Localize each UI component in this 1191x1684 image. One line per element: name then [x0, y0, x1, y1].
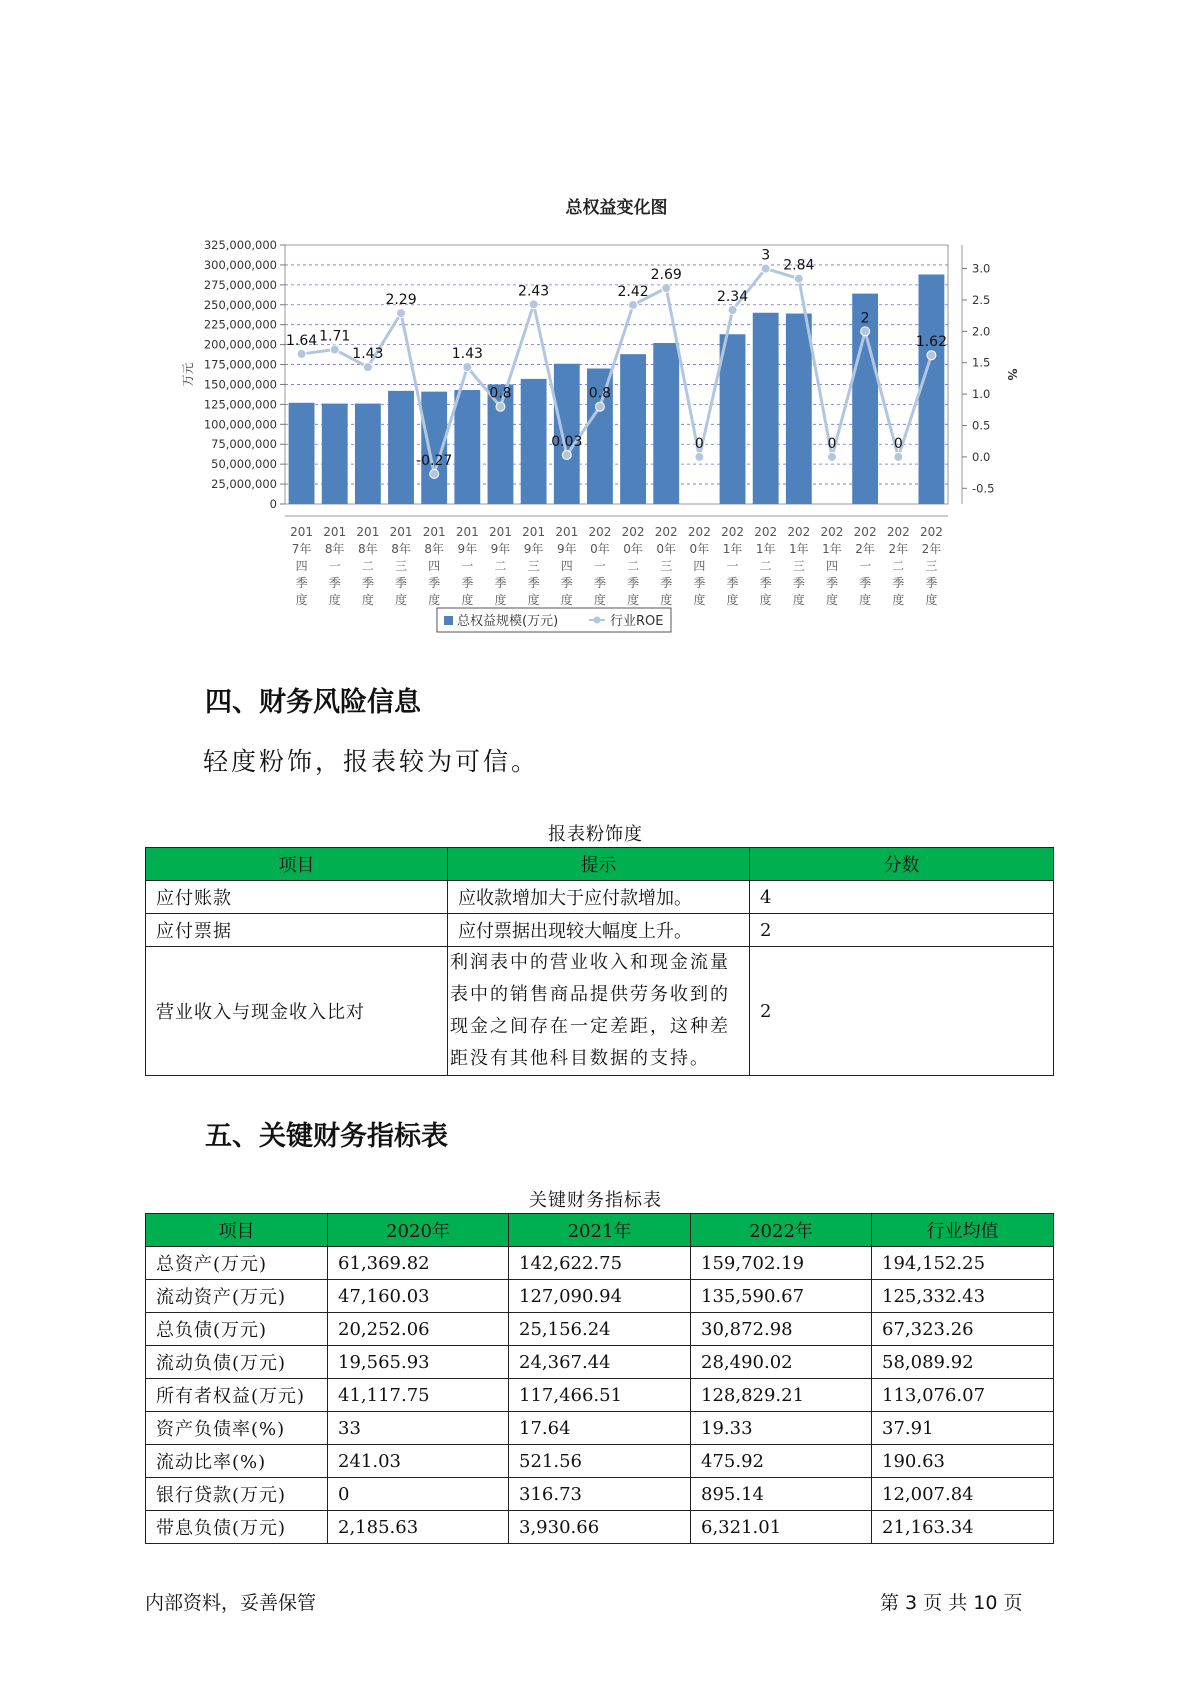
- table-row: [146, 1346, 1054, 1379]
- x-tick-label: 202 1年二季度: [754, 525, 778, 607]
- roe-point: [629, 300, 638, 309]
- item-cell: 流动比率(%): [146, 1445, 328, 1478]
- roe-data-label: 2.84: [783, 257, 815, 274]
- table-row: [146, 1478, 1054, 1511]
- value-cell: 190.63: [872, 1445, 1054, 1478]
- y2-tick-label: 0.0: [972, 449, 991, 464]
- value-cell: 159,702.19: [691, 1247, 872, 1280]
- item-cell: 总负债(万元): [146, 1313, 328, 1346]
- bar: [388, 391, 414, 504]
- y-tick-label: 200,000,000: [203, 337, 277, 352]
- roe-point: [595, 402, 604, 411]
- roe-data-label: 3: [761, 247, 771, 264]
- roe-point: [562, 451, 571, 460]
- roe-point: [463, 363, 472, 372]
- x-tick-label: 202 0年二季度: [621, 525, 645, 607]
- risk-summary: 轻度粉饰，报表较为可信。: [203, 747, 540, 776]
- legend-bar-label: 总权益规模(万元): [457, 614, 559, 629]
- header-cell: 分数: [750, 848, 1054, 881]
- item-cell: 资产负债率(%): [146, 1412, 328, 1445]
- item-cell: 应付账款: [146, 881, 448, 914]
- roe-data-label: 2.42: [617, 283, 649, 300]
- bar: [521, 379, 547, 504]
- x-tick-label: 202 2年一季度: [853, 525, 877, 607]
- value-cell: 128,829.21: [691, 1379, 872, 1412]
- item-cell: 所有者权益(万元): [146, 1379, 328, 1412]
- item-cell: 营业收入与现金收入比对: [146, 947, 448, 1076]
- bar: [753, 313, 779, 504]
- x-tick-label: 201 9年四季度: [555, 525, 579, 607]
- section4-heading: 四、财务风险信息: [205, 687, 421, 718]
- header-cell: 项目: [146, 1214, 328, 1247]
- y-tick-label: 300,000,000: [203, 257, 277, 272]
- roe-point: [794, 274, 803, 283]
- x-tick-label: 202 0年三季度: [654, 525, 678, 607]
- x-tick-label: 202 0年一季度: [588, 525, 612, 607]
- roe-point: [827, 452, 836, 461]
- legend-line-marker: [594, 617, 601, 624]
- y-axis-title: 万元: [181, 362, 195, 387]
- header-cell: 2020年: [328, 1214, 509, 1247]
- roe-data-label: 0.03: [551, 434, 583, 451]
- roe-point: [761, 264, 770, 273]
- value-cell: 475.92: [691, 1445, 872, 1478]
- table-header-row: [146, 1214, 1054, 1247]
- y-tick-label: 50,000,000: [211, 457, 277, 472]
- value-cell: 241.03: [328, 1445, 509, 1478]
- item-cell: 流动资产(万元): [146, 1280, 328, 1313]
- header-cell: 2021年: [509, 1214, 691, 1247]
- roe-point: [363, 363, 372, 372]
- y2-tick-label: 1.0: [972, 387, 991, 402]
- roe-data-label: 0.8: [588, 385, 612, 402]
- roe-data-label: 0: [827, 435, 837, 452]
- roe-data-label: 0.8: [489, 385, 512, 402]
- value-cell: 135,590.67: [691, 1280, 872, 1313]
- footer-page-number: 第 3 页 共 10 页: [880, 1592, 1023, 1614]
- bar: [918, 274, 944, 504]
- risk-table: [145, 847, 1054, 1076]
- score-cell: 2: [750, 947, 1054, 1076]
- y-tick-label: 100,000,000: [203, 417, 277, 432]
- value-cell: 28,490.02: [691, 1346, 872, 1379]
- roe-point: [297, 349, 306, 358]
- roe-point: [927, 351, 936, 360]
- y2-tick-label: 3.0: [972, 261, 991, 276]
- value-cell: 6,321.01: [691, 1511, 872, 1544]
- bar: [620, 354, 646, 504]
- value-cell: 142,622.75: [509, 1247, 691, 1280]
- value-cell: 20,252.06: [328, 1313, 509, 1346]
- y2-tick-label: 2.5: [972, 292, 991, 307]
- roe-point: [728, 305, 737, 314]
- bar: [653, 343, 679, 504]
- bar: [720, 334, 746, 504]
- roe-point: [397, 309, 406, 318]
- y-tick-label: 275,000,000: [203, 277, 277, 292]
- bar: [454, 390, 480, 504]
- table-row: [146, 947, 1054, 1076]
- roe-data-label: 1.43: [451, 346, 483, 363]
- risk-table-caption: 报表粉饰度: [548, 824, 643, 845]
- item-cell: 流动负债(万元): [146, 1346, 328, 1379]
- value-cell: 24,367.44: [509, 1346, 691, 1379]
- value-cell: 0: [328, 1478, 509, 1511]
- value-cell: 127,090.94: [509, 1280, 691, 1313]
- x-tick-label: 201 7年四季度: [290, 525, 314, 607]
- value-cell: 3,930.66: [509, 1511, 691, 1544]
- roe-point: [662, 284, 671, 293]
- x-tick-label: 201 8年三季度: [389, 525, 413, 607]
- header-cell: 行业均值: [872, 1214, 1054, 1247]
- value-cell: 895.14: [691, 1478, 872, 1511]
- item-cell: 总资产(万元): [146, 1247, 328, 1280]
- hint-cell: 利润表中的营业收入和现金流量表中的销售商品提供劳务收到的现金之间存在一定差距，这种差距没有其他科目数据的支持。: [448, 947, 750, 1076]
- value-cell: 316.73: [509, 1478, 691, 1511]
- chart-title: 总权益变化图: [565, 198, 668, 218]
- x-tick-label: 201 8年四季度: [422, 525, 446, 607]
- x-tick-label: 202 1年三季度: [787, 525, 811, 607]
- roe-point: [330, 345, 339, 354]
- value-cell: 37.91: [872, 1412, 1054, 1445]
- x-tick-label: 201 8年二季度: [356, 525, 380, 607]
- x-tick-label: 202 1年一季度: [721, 525, 744, 607]
- roe-point: [695, 452, 704, 461]
- roe-data-label: 0: [893, 435, 903, 452]
- value-cell: 41,117.75: [328, 1379, 509, 1412]
- roe-data-label: -0.27: [416, 452, 453, 469]
- roe-point: [861, 327, 870, 336]
- x-tick-label: 201 9年二季度: [489, 525, 512, 607]
- value-cell: 113,076.07: [872, 1379, 1054, 1412]
- roe-data-label: 1.43: [352, 346, 384, 363]
- header-cell: 提示: [448, 848, 750, 881]
- x-tick-label: 202 2年三季度: [919, 525, 943, 607]
- roe-point: [894, 452, 903, 461]
- value-cell: 61,369.82: [328, 1247, 509, 1280]
- roe-data-label: 1.62: [915, 334, 948, 351]
- value-cell: 17.64: [509, 1412, 691, 1445]
- item-cell: 带息负债(万元): [146, 1511, 328, 1544]
- y2-axis-title: %: [1005, 368, 1019, 381]
- value-cell: 125,332.43: [872, 1280, 1054, 1313]
- roe-point: [496, 402, 505, 411]
- roe-data-label: 2.34: [716, 288, 749, 305]
- table-row: [146, 1247, 1054, 1280]
- x-tick-label: 202 1年四季度: [820, 525, 844, 607]
- y2-tick-label: 2.0: [972, 324, 991, 339]
- table-row: [146, 914, 1054, 947]
- equity-chart: [150, 190, 1030, 650]
- value-cell: 117,466.51: [509, 1379, 691, 1412]
- value-cell: 58,089.92: [872, 1346, 1054, 1379]
- roe-data-label: 2.69: [650, 267, 682, 284]
- roe-data-label: 1.64: [285, 332, 318, 349]
- value-cell: 12,007.84: [872, 1478, 1054, 1511]
- roe-data-label: 2.29: [385, 292, 417, 309]
- roe-data-label: 2: [860, 310, 870, 327]
- bar: [322, 404, 348, 504]
- y-tick-label: 0: [269, 497, 277, 511]
- score-cell: 2: [750, 914, 1054, 947]
- x-tick-label: 202 0年四季度: [687, 525, 711, 607]
- legend-line-label: 行业ROE: [610, 614, 664, 629]
- equity-chart-svg: [150, 190, 1030, 650]
- y-tick-label: 75,000,000: [211, 437, 277, 452]
- value-cell: 25,156.24: [509, 1313, 691, 1346]
- y2-tick-label: 1.5: [972, 355, 991, 370]
- roe-data-label: 2.43: [518, 283, 550, 300]
- x-tick-label: 201 8年一季度: [323, 525, 347, 607]
- header-cell: 2022年: [691, 1214, 872, 1247]
- table-row: [146, 1313, 1054, 1346]
- table-row: [146, 1280, 1054, 1313]
- hint-cell: 应收款增加大于应付款增加。: [448, 881, 750, 914]
- value-cell: 30,872.98: [691, 1313, 872, 1346]
- table-header-row: [146, 848, 1054, 881]
- y-tick-label: 225,000,000: [203, 317, 277, 332]
- score-cell: 4: [750, 881, 1054, 914]
- x-tick-label: 201 9年三季度: [522, 525, 546, 607]
- y-tick-label: 175,000,000: [203, 357, 277, 372]
- y2-tick-label: -0.5: [972, 481, 995, 496]
- value-cell: 521.56: [509, 1445, 691, 1478]
- roe-point: [430, 469, 439, 478]
- hint-cell: 应付票据出现较大幅度上升。: [448, 914, 750, 947]
- item-cell: 银行贷款(万元): [146, 1478, 328, 1511]
- bar: [355, 404, 381, 504]
- table-row: [146, 1379, 1054, 1412]
- value-cell: 19.33: [691, 1412, 872, 1445]
- x-tick-label: 201 9年一季度: [455, 525, 479, 607]
- value-cell: 47,160.03: [328, 1280, 509, 1313]
- table-row: [146, 1445, 1054, 1478]
- bar: [786, 314, 812, 504]
- value-cell: 33: [328, 1412, 509, 1445]
- bar: [289, 403, 315, 504]
- y-tick-label: 250,000,000: [203, 297, 277, 312]
- table-row: [146, 1412, 1054, 1445]
- metrics-table-body: [146, 1247, 1054, 1544]
- metrics-table-caption: 关键财务指标表: [529, 1190, 662, 1211]
- x-tick-label: 202 2年二季度: [886, 525, 910, 607]
- value-cell: 2,185.63: [328, 1511, 509, 1544]
- section5-heading: 五、关键财务指标表: [205, 1121, 448, 1152]
- y-tick-label: 150,000,000: [203, 377, 277, 392]
- header-cell: 项目: [146, 848, 448, 881]
- footer-confidential: 内部资料，妥善保管: [145, 1592, 317, 1614]
- y-tick-label: 125,000,000: [203, 397, 277, 412]
- value-cell: 19,565.93: [328, 1346, 509, 1379]
- item-cell: 应付票据: [146, 914, 448, 947]
- value-cell: 67,323.26: [872, 1313, 1054, 1346]
- table-row: [146, 1511, 1054, 1544]
- roe-point: [529, 300, 538, 309]
- metrics-table: [145, 1213, 1054, 1544]
- y-tick-label: 325,000,000: [203, 238, 277, 252]
- legend-bar-swatch: [444, 616, 453, 625]
- y2-tick-label: 0.5: [972, 418, 991, 433]
- table-row: [146, 881, 1054, 914]
- roe-data-label: 0: [694, 435, 704, 452]
- roe-data-label: 1.71: [319, 328, 351, 345]
- value-cell: 21,163.34: [872, 1511, 1054, 1544]
- value-cell: 194,152.25: [872, 1247, 1054, 1280]
- y-tick-label: 25,000,000: [211, 477, 277, 492]
